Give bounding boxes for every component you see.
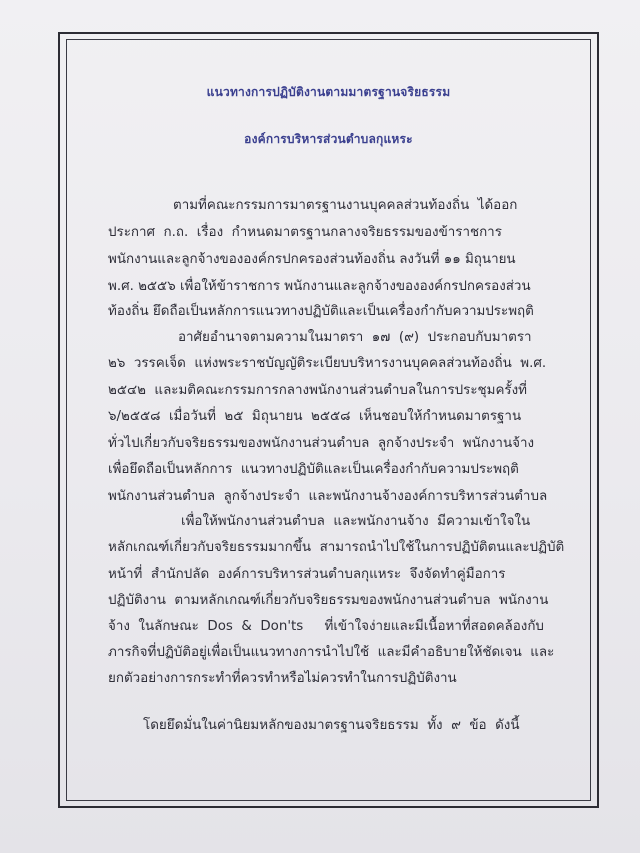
body-line-5: ท้องถิ่น ยึดถือเป็นหลักการแนวทางปฏิบัติและเป็นเครื่องกำกับความประพฤติ [108, 304, 534, 319]
body-line-11: เพื่อยึดถือเป็นหลักการ แนวทางปฏิบัติและเป็นเครื่องกำกับความประพฤติ [108, 462, 519, 477]
body-line-15: หน้าที่ สำนักปลัด องค์การบริหารส่วนตำบลกุแหระ จึงจัดทำคู่มือการ [108, 567, 506, 582]
document-title-line-2: องค์การบริหารส่วนตำบลกุแหระ [244, 132, 413, 146]
body-line-13: เพื่อให้พนักงานส่วนตำบล และพนักงานจ้าง มีความเข้าใจใน [181, 514, 531, 529]
body-line-9: ๖/๒๕๕๘ เมื่อวันที่ ๒๕ มิถุนายน ๒๕๕๘ เห็นชอบให้กำหนดมาตรฐาน [108, 409, 522, 424]
body-line-14: หลักเกณฑ์เกี่ยวกับจริยธรรมมากขึ้น สามารถนำไปใช้ในการปฏิบัติตนและปฏิบัติ [108, 540, 565, 555]
document-title-line-1: แนวทางการปฏิบัติงานตามมาตรฐานจริยธรรม [206, 85, 451, 99]
body-line-8: ๒๕๔๒ และมติคณะกรรมการกลางพนักงานส่วนตำบลในการประชุมครั้งที่ [108, 383, 527, 398]
body-line-4: พ.ศ. ๒๕๕๖ เพื่อให้ข้าราชการ พนักงานและลูกจ้างขององค์กรปกครองส่วน [108, 279, 531, 294]
body-line-18: ภารกิจที่ปฏิบัติอยู่เพื่อเป็นแนวทางการนำไปใช้ และมีคำอธิบายให้ชัดเจน และ [108, 645, 555, 660]
body-line-6: อาศัยอำนาจตามความในมาตรา ๑๗ (๙) ประกอบกับมาตรา [178, 330, 532, 345]
body-line-17: จ้าง ในลักษณะ Dos & Don'ts ที่เข้าใจง่ายและมีเนื้อหาที่สอดคล้องกับ [108, 619, 544, 634]
body-line-10: ทั่วไปเกี่ยวกับจริยธรรมของพนักงานส่วนตำบล ลูกจ้างประจำ พนักงานจ้าง [108, 436, 535, 451]
body-line-3: พนักงานและลูกจ้างขององค์กรปกครองส่วนท้องถิ่น ลงวันที่ ๑๑ มิถุนายน [108, 252, 516, 267]
body-line-19: ยกตัวอย่างการกระทำที่ควรทำหรือไม่ควรทำในการปฏิบัติงาน [108, 671, 457, 686]
body-line-7: ๒๖ วรรคเจ็ด แห่งพระราชบัญญัติระเบียบบริหารงานบุคคลส่วนท้องถิ่น พ.ศ. [108, 356, 547, 371]
body-line-20: โดยยึดมั่นในค่านิยมหลักของมาตรฐานจริยธรรม ทั้ง ๙ ข้อ ดังนี้ [143, 718, 520, 733]
body-line-12: พนักงานส่วนตำบล ลูกจ้างประจำ และพนักงานจ้างองค์การบริหารส่วนตำบล [108, 489, 548, 504]
body-line-16: ปฏิบัติงาน ตามหลักเกณฑ์เกี่ยวกับจริยธรรมของพนักงานส่วนตำบล พนักงาน [108, 593, 549, 608]
body-line-2: ประกาศ ก.ถ. เรื่อง กำหนดมาตรฐานกลางจริยธรรมของข้าราชการ [108, 225, 502, 240]
body-line-1: ตามที่คณะกรรมการมาตรฐานงานบุคคลส่วนท้องถิ่น ได้ออก [173, 198, 518, 213]
